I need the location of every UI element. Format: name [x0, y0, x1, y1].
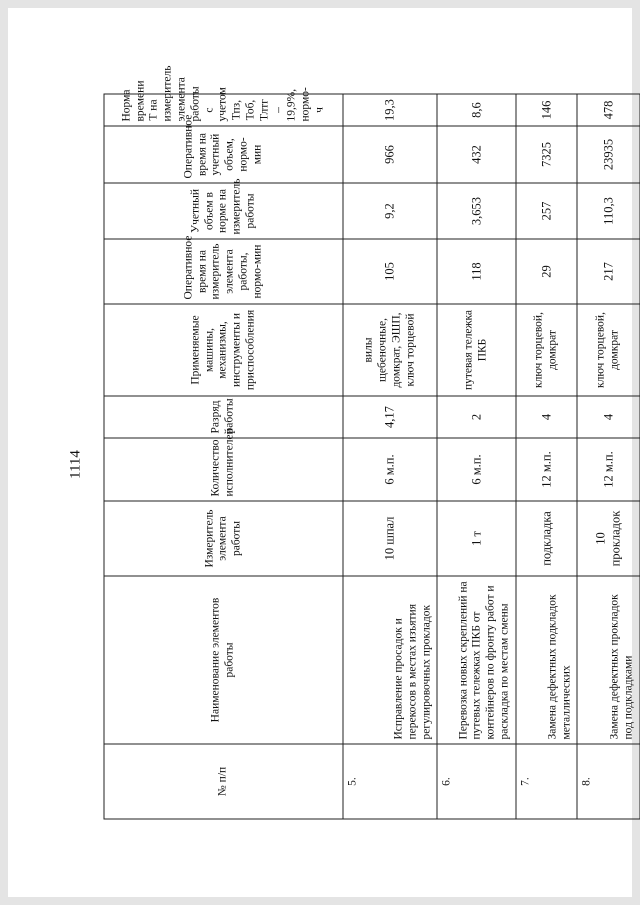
row-number: 6. — [437, 744, 515, 819]
row-workers: 12 м.п. — [577, 438, 640, 501]
row-operative-time-volume: 7325 — [516, 126, 578, 183]
row-operative-time-volume: 432 — [437, 126, 515, 183]
row-time-norm: 8,6 — [437, 94, 515, 126]
row-number: 5. — [343, 744, 437, 819]
row-workers: 6 м.п. — [343, 438, 437, 501]
row-meter: 1 т — [437, 501, 515, 576]
header-time-norm: Норма времени Т на измеритель элемента работы с учетом Тпз, Тоб, Тлтг – 19,9%, нормо-ч — [104, 94, 343, 126]
header-workers: Количество исполнителей — [104, 438, 343, 501]
row-meter: 10 прокладок — [577, 501, 640, 576]
row-machines: путевая тележка ПКБ — [437, 304, 515, 396]
table-row — [577, 94, 640, 819]
row-operative-time: 217 — [577, 239, 640, 304]
row-operative-time: 29 — [516, 239, 578, 304]
row-machines: ключ торцевой, домкрат — [577, 304, 640, 396]
row-workers: 12 м.п. — [516, 438, 578, 501]
row-number: 7. — [516, 744, 578, 819]
table-row — [343, 94, 437, 819]
row-machines: ключ торцевой, домкрат — [516, 304, 578, 396]
row-grade: 4,17 — [343, 396, 437, 438]
table-header-row — [104, 94, 343, 819]
table-row — [516, 94, 578, 819]
row-operative-time: 118 — [437, 239, 515, 304]
row-number: 8. — [577, 744, 640, 819]
row-operative-time-volume: 966 — [343, 126, 437, 183]
document-page — [8, 8, 635, 897]
row-operative-time-volume: 23935 — [577, 126, 640, 183]
work-norms-table — [104, 65, 640, 820]
norms-table-wrapper — [103, 65, 640, 819]
row-meter: подкладка — [516, 501, 578, 576]
row-operative-time: 105 — [343, 239, 437, 304]
row-grade: 4 — [516, 396, 578, 438]
row-time-norm: 478 — [577, 94, 640, 126]
row-time-norm: 19,3 — [343, 94, 437, 126]
row-workers: 6 м.п. — [437, 438, 515, 501]
header-volume: Учетный объем в норме на измеритель работы — [104, 183, 343, 239]
header-grade: Разряд работы — [104, 396, 343, 438]
row-work-name: Замена дефектных подкладок металлических — [516, 576, 578, 744]
row-time-norm: 146 — [516, 94, 578, 126]
page-number: 1114 — [67, 450, 84, 479]
table-row — [437, 94, 515, 819]
row-machines: вилы щебеночные, домкрат, ЭШП, ключ торцевой — [343, 304, 437, 396]
row-volume: 9,2 — [343, 183, 437, 239]
row-work-name: Перевозка новых скреплений на путевых тележках ПКБ от контейнеров по фронту работ и раскладка по местам смены — [437, 576, 515, 744]
row-volume: 257 — [516, 183, 578, 239]
header-machines: Применяемые машины, механизмы, инструменты и приспособления — [104, 304, 343, 396]
row-work-name: Замена дефектных прокладок под подкладками — [577, 576, 640, 744]
row-grade: 4 — [577, 396, 640, 438]
header-number: № п/п — [104, 744, 343, 819]
row-volume: 110,3 — [577, 183, 640, 239]
header-operative-time-volume: Оперативное время на учетный объем, нормо-мин — [104, 126, 343, 183]
header-operative-time: Оперативное время на измеритель элемента работы, нормо-мин — [104, 239, 343, 304]
row-meter: 10 шпал — [343, 501, 437, 576]
header-meter: Измеритель элемента работы — [104, 501, 343, 576]
header-work-name: Наименование элементов работы — [104, 576, 343, 744]
row-grade: 2 — [437, 396, 515, 438]
row-work-name: Исправление просадок и перекосов в местах изъятия регулировочных прокладок — [343, 576, 437, 744]
row-volume: 3,653 — [437, 183, 515, 239]
